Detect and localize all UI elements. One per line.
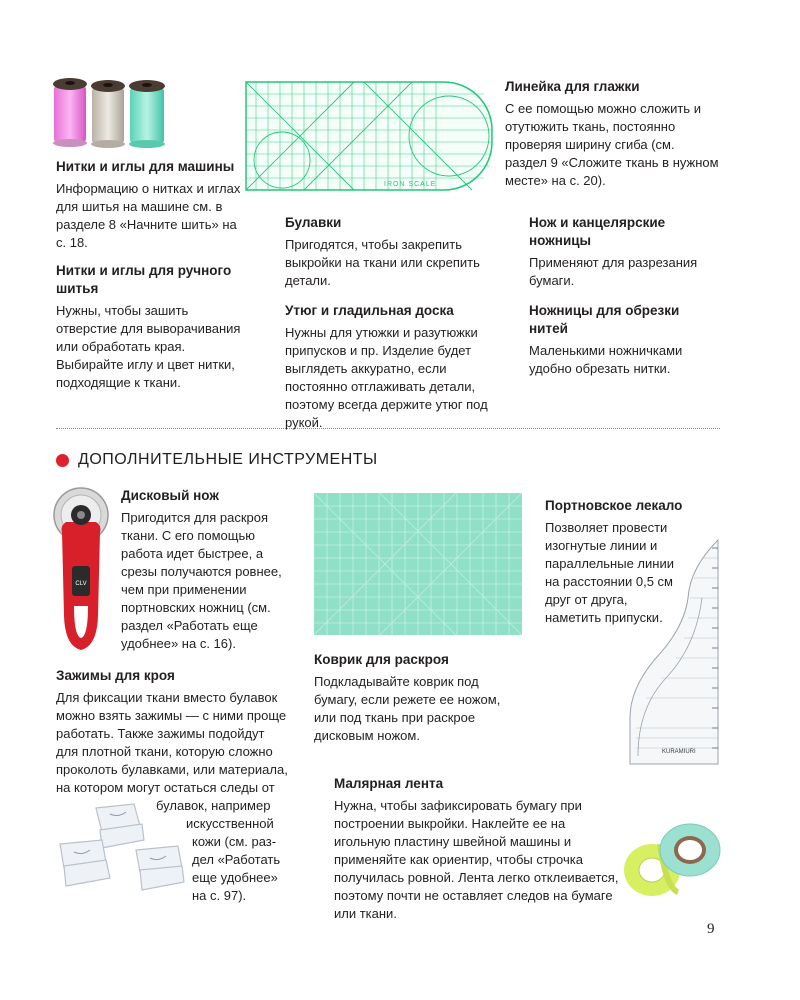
- clips-line-10: дел «Работать: [192, 852, 281, 867]
- clips-line-7: булавок, например: [156, 798, 271, 813]
- clips-line-4: для плотной ткани, которую сложно: [56, 744, 273, 759]
- ruler-text: С ее помощью можно сложить и отутюжить ткань, постоянно проверяя ширину сгиба (см. раздел 9 «Сложите ткань в нужном месте» на с. 20).: [505, 101, 719, 188]
- tape-text: Нужна, чтобы зафиксировать бумагу при построении выкройки. Наклейте ее на игольную пластину швейной машины и применяйте как ориентир, чтобы строчка получилась ровной. Лента легко отклеивается, поэтому почти не оставляет следов на бумаге или ткани.: [334, 798, 619, 921]
- cutter-printed-label: CLV: [75, 581, 87, 587]
- clips-image: [56, 800, 186, 895]
- clips-line-12: на с. 97).: [192, 888, 247, 903]
- section-heading: [56, 451, 378, 469]
- clips-line-11: еще удобнее»: [192, 870, 278, 885]
- ironing-ruler-image: [244, 80, 494, 192]
- tape-title: Малярная лента: [334, 776, 444, 791]
- clips-title: Зажимы для кроя: [56, 668, 175, 683]
- clips-line-9: кожи (см. раз-: [192, 834, 277, 849]
- rotary-cutter-block: [121, 487, 293, 653]
- clips-line-8: искусственной: [186, 816, 274, 831]
- machine-threads-block: [56, 158, 241, 252]
- mint-spool-icon: [129, 80, 165, 148]
- machine-threads-title: Нитки и иглы для машины: [56, 159, 235, 174]
- section-title-text: ДОПОЛНИТЕЛЬНЫЕ ИНСТРУМЕНТЫ: [78, 451, 378, 468]
- french-curve-image: [626, 538, 722, 766]
- page-number: 9: [707, 921, 715, 937]
- clips-line-6: на котором могут остаться следы от: [56, 780, 275, 795]
- hand-threads-block: [56, 262, 241, 392]
- pins-title: Булавки: [285, 215, 342, 230]
- thread-scissors-text: Маленькими ножничками удобно обрезать нитки.: [529, 343, 683, 376]
- hand-threads-text: Нужны, чтобы зашить отверстие для выворачивания или обработать края. Выбирайте иглу и цвет нитки, подходящие к ткани.: [56, 303, 241, 390]
- rotary-cutter-title: Дисковый нож: [121, 488, 219, 503]
- ruler-title: Линейка для глажки: [505, 79, 640, 94]
- curve-text: Позволяет провести изогнутые линии и параллельные линии на расстоянии 0,5 см друг от друга, наметить припуски.: [545, 520, 674, 625]
- knife-scissors-block: [529, 214, 719, 290]
- grey-spool-icon: [91, 80, 125, 148]
- clips-block: [56, 667, 306, 689]
- clips-line-1: Для фиксации ткани вместо булавок: [56, 690, 278, 705]
- section-divider: [56, 428, 720, 429]
- rotary-cutter-image: [48, 486, 114, 654]
- clips-line-5: проколоть булавками, или материала,: [56, 762, 288, 777]
- bullet-dot-icon: [56, 454, 69, 467]
- knife-scissors-title: Нож и канцелярские ножницы: [529, 215, 666, 248]
- curve-title: Портновское лекало: [545, 498, 683, 513]
- spools-image: [50, 74, 170, 148]
- iron-title: Утюг и гладильная доска: [285, 303, 454, 318]
- pink-spool-icon: [53, 78, 87, 147]
- pins-text: Пригодятся, чтобы закрепить выкройки на ткани или скрепить детали.: [285, 237, 480, 288]
- cutting-mat-block: [314, 651, 524, 745]
- curve-printed-label: KURAMIURI: [662, 749, 696, 755]
- clips-line-2: можно взять зажимы — с ними проще: [56, 708, 287, 723]
- masking-tape-image: [620, 818, 724, 902]
- tape-block: [334, 775, 634, 923]
- clips-text-wide: [56, 689, 316, 797]
- ruler-block: [505, 78, 720, 190]
- pins-block: [285, 214, 507, 290]
- clips-line-3: работать. Также зажимы подойдут: [56, 726, 265, 741]
- iron-text: Нужны для утюжки и разутюжки припусков и пр. Изделие будет выглядеть аккуратно, если постоянно отглаживать детали, поэтому всегда держите утюг под рукой.: [285, 325, 488, 430]
- knife-scissors-text: Применяют для разрезания бумаги.: [529, 255, 698, 288]
- thread-scissors-title: Ножницы для обрезки нитей: [529, 303, 680, 336]
- cutting-mat-text: Подкладывайте коврик под бумагу, если режете ее ножом, или под ткань при раскрое дисковым ножом.: [314, 674, 501, 743]
- iron-block: [285, 302, 507, 432]
- cutting-mat-image: [314, 493, 522, 635]
- rotary-cutter-text: Пригодится для раскроя ткани. С его помощью работа идет быстрее, а срезы получаются ровнее, чем при применении портновских ножниц (см. раздел «Работать еще удобнее» на с. 16).: [121, 510, 282, 651]
- hand-threads-title: Нитки и иглы для ручного шитья: [56, 263, 232, 296]
- thread-scissors-block: [529, 302, 719, 378]
- ruler-printed-label: IRON SCALE: [384, 181, 437, 188]
- machine-threads-text: Информацию о нитках и иглах для шитья на машине см. в разделе 8 «Начните шить» на с. 18.: [56, 181, 241, 250]
- cutting-mat-title: Коврик для раскроя: [314, 652, 449, 667]
